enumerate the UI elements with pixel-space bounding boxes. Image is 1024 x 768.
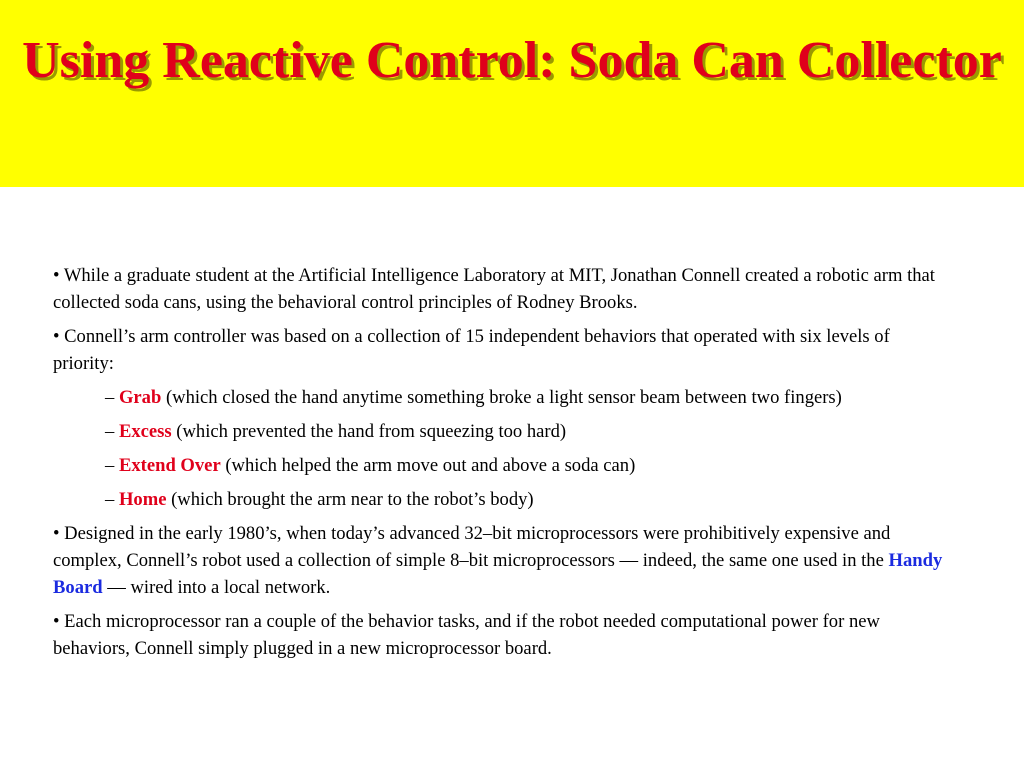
behavior-desc: (which helped the arm move out and above a soda can) [220, 455, 636, 476]
behavior-desc: (which brought the arm near to the robot’s body) [166, 489, 534, 510]
behavior-dash: – [105, 387, 119, 408]
bullet-text: • Designed in the early 1980’s, when today’s advanced 32–bit microprocessors were prohibitively expensive and complex, Connell’s robot used a collection of simple 8–bit microprocessors — indeed, the same one used in the [53, 523, 891, 571]
bullet-behaviors: • Connell’s arm controller was based on a collection of 15 independent behaviors that operated with six levels of priority: [53, 326, 890, 374]
behavior-item-home [105, 486, 953, 513]
behavior-dash: – [105, 489, 119, 510]
bullet-text: — wired into a local network. [102, 577, 331, 598]
behavior-desc: (which closed the hand anytime something broke a light sensor beam between two fingers) [161, 387, 842, 408]
title-band [0, 0, 1024, 187]
behavior-dash: – [105, 421, 119, 442]
behavior-name: Extend Over [118, 455, 221, 476]
behavior-item-excess [105, 418, 953, 445]
behavior-dash: – [105, 455, 119, 476]
behavior-name: Grab [118, 387, 162, 408]
slide-body [53, 262, 953, 669]
bullet-microprocessors [53, 520, 953, 601]
behavior-desc: (which prevented the hand from squeezing too hard) [171, 421, 567, 442]
behavior-name: Excess [118, 421, 172, 442]
slide-title: Using Reactive Control: Soda Can Collector [22, 32, 1002, 89]
behavior-name: Home [118, 489, 167, 510]
bullet-plug-in: • Each microprocessor ran a couple of the behavior tasks, and if the robot needed computational power for new behaviors, Connell simply plugged in a new microprocessor board. [53, 611, 880, 659]
handy-board-link[interactable]: Handy Board [53, 550, 943, 598]
behavior-item-grab [105, 384, 953, 411]
behavior-item-extend-over [105, 452, 953, 479]
bullet-mit-arm: • While a graduate student at the Artificial Intelligence Laboratory at MIT, Jonathan Connell created a robotic arm that collected soda cans, using the behavioral control principles of Rodney Brooks. [53, 265, 935, 313]
